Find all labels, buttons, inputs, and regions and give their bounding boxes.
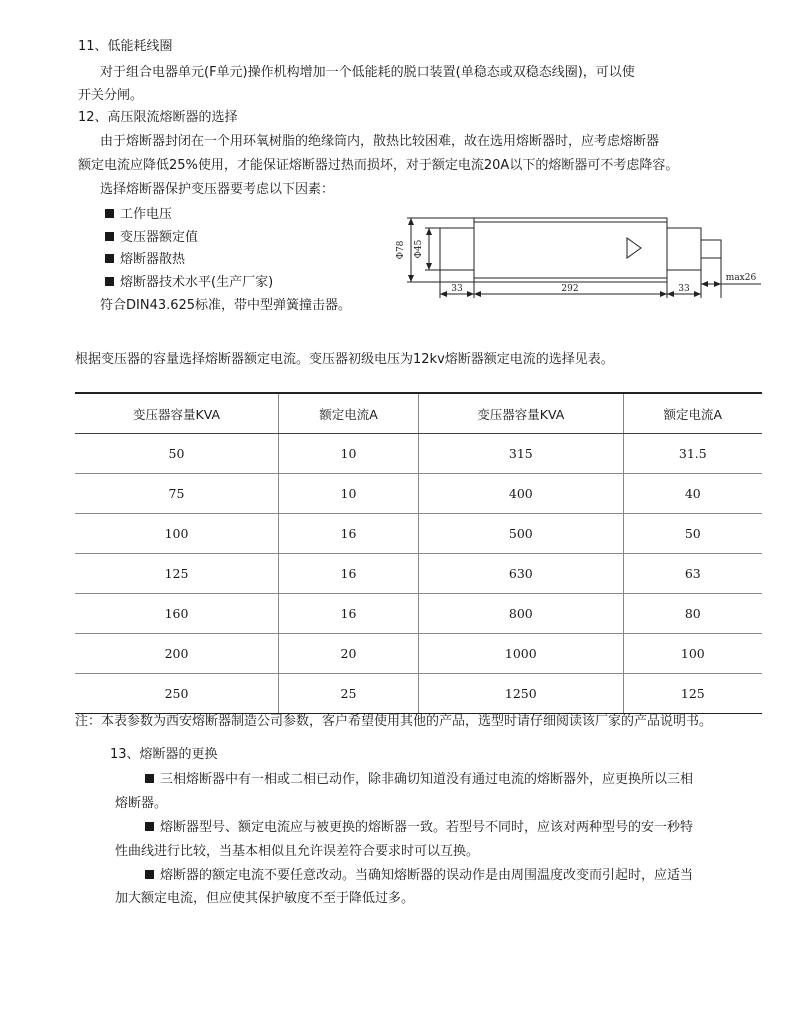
table-cell: 1000 <box>418 634 623 674</box>
replacement-item-3-line2: 加大额定电流，但应使其保护敏度不至于降低过多。 <box>115 891 415 906</box>
table-cell: 100 <box>75 514 279 554</box>
factors-intro: 选择熔断器保护变压器要考虑以下因素： <box>100 182 335 197</box>
table-cell: 75 <box>75 474 279 514</box>
fuse-selection-table <box>75 392 762 714</box>
section-11-body-line1: 对于组合电器单元(F单元)操作机构增加一个低能耗的脱口装置(单稳态或双稳态线圈)，可以使 <box>100 65 635 80</box>
section-11-title: 11、低能耗线圈 <box>78 39 173 54</box>
table-row <box>75 594 762 634</box>
fuse-dimension-drawing <box>395 200 765 310</box>
table-cell: 31.5 <box>623 434 762 474</box>
factor-item: 工作电压 <box>105 205 172 225</box>
section-13-title: 13、熔断器的更换 <box>110 747 218 762</box>
header-transformer-capacity: 变压器容量KVA <box>418 393 623 434</box>
bullet-square-icon <box>105 209 114 218</box>
factor-item: 熔断器技术水平(生产厂家) <box>105 273 273 293</box>
table-cell: 50 <box>75 434 279 474</box>
replacement-item-1-line1: 三相熔断器中有一相或二相已动作，除非确切知道没有通过电流的熔断器外，应更换所以三相 <box>145 770 693 790</box>
bullet-square-icon <box>145 870 154 879</box>
table-cell: 20 <box>279 634 419 674</box>
replacement-item-2-line1: 熔断器型号、额定电流应与被更换的熔断器一致。若型号不同时，应该对两种型号的安一秒特 <box>145 818 693 838</box>
table-cell: 315 <box>418 434 623 474</box>
dim-right-cap: 33 <box>678 284 690 294</box>
table-cell: 125 <box>75 554 279 594</box>
table-cell: 630 <box>418 554 623 594</box>
table-cell: 1250 <box>418 674 623 714</box>
table-cell: 80 <box>623 594 762 634</box>
replacement-item-2-line2: 性曲线进行比较，当基本相似且允许误差符合要求时可以互换。 <box>115 844 480 859</box>
table-cell: 400 <box>418 474 623 514</box>
table-row <box>75 474 762 514</box>
bullet-square-icon <box>105 254 114 263</box>
table-row <box>75 634 762 674</box>
table-row <box>75 554 762 594</box>
table-cell: 16 <box>279 594 419 634</box>
replacement-item-1-line2: 熔断器。 <box>115 796 168 811</box>
table-cell: 160 <box>75 594 279 634</box>
section-12-body-line1: 由于熔断器封闭在一个用环氧树脂的绝缘筒内，散热比较困难，故在选用熔断器时，应考虑熔断器 <box>100 134 660 149</box>
table-note: 注：本表参数为西安熔断器制造公司参数，客户希望使用其他的产品，选型时请仔细阅读该厂家的产品说明书。 <box>75 714 713 729</box>
table-cell: 125 <box>623 674 762 714</box>
dim-outer-diameter: Φ78 <box>396 240 406 260</box>
header-rated-current: 额定电流A <box>623 393 762 434</box>
replacement-item-3-line1: 熔断器的额定电流不要任意改动。当确知熔断器的误动作是由周围温度改变而引起时，应适当 <box>145 866 693 886</box>
table-header-row <box>75 393 762 434</box>
table-cell: 800 <box>418 594 623 634</box>
header-rated-current: 额定电流A <box>279 393 419 434</box>
table-cell: 63 <box>623 554 762 594</box>
table-cell: 200 <box>75 634 279 674</box>
table-cell: 250 <box>75 674 279 714</box>
fuse-right-cap <box>667 228 701 270</box>
factor-item: 变压器额定值 <box>105 228 198 248</box>
dim-left-cap: 33 <box>451 284 463 294</box>
table-row <box>75 434 762 474</box>
section-11-body-line2: 开关分闸。 <box>78 88 144 103</box>
bullet-square-icon <box>145 822 154 831</box>
table-cell: 500 <box>418 514 623 554</box>
table-cell: 16 <box>279 514 419 554</box>
dim-inner-diameter: Φ45 <box>414 239 424 259</box>
dim-body-length: 292 <box>561 284 579 294</box>
fuse-left-cap <box>440 228 474 270</box>
table-cell: 10 <box>279 474 419 514</box>
striker-pin <box>701 240 721 258</box>
standard-text: 符合DIN43.625标准，带中型弹簧撞击器。 <box>100 298 352 313</box>
table-cell: 40 <box>623 474 762 514</box>
table-row <box>75 674 762 714</box>
dim-max-pin: max26 <box>725 273 757 283</box>
bullet-square-icon <box>105 277 114 286</box>
table-cell: 50 <box>623 514 762 554</box>
table-cell: 16 <box>279 554 419 594</box>
table-cell: 100 <box>623 634 762 674</box>
table-cell: 10 <box>279 434 419 474</box>
table-row <box>75 514 762 554</box>
table-intro: 根据变压器的容量选择熔断器额定电流。变压器初级电压为12kv熔断器额定电流的选择见表。 <box>75 352 614 367</box>
section-12-body-line2: 额定电流应降低25%使用，才能保证熔断器过热而损坏，对于额定电流20A以下的熔断器可不考虑降容。 <box>78 158 679 173</box>
header-transformer-capacity: 变压器容量KVA <box>75 393 279 434</box>
factor-item: 熔断器散热 <box>105 250 185 270</box>
table-cell: 25 <box>279 674 419 714</box>
bullet-square-icon <box>105 232 114 241</box>
section-12-title: 12、高压限流熔断器的选择 <box>78 110 238 125</box>
triangle-indicator-icon <box>627 238 641 258</box>
bullet-square-icon <box>145 774 154 783</box>
